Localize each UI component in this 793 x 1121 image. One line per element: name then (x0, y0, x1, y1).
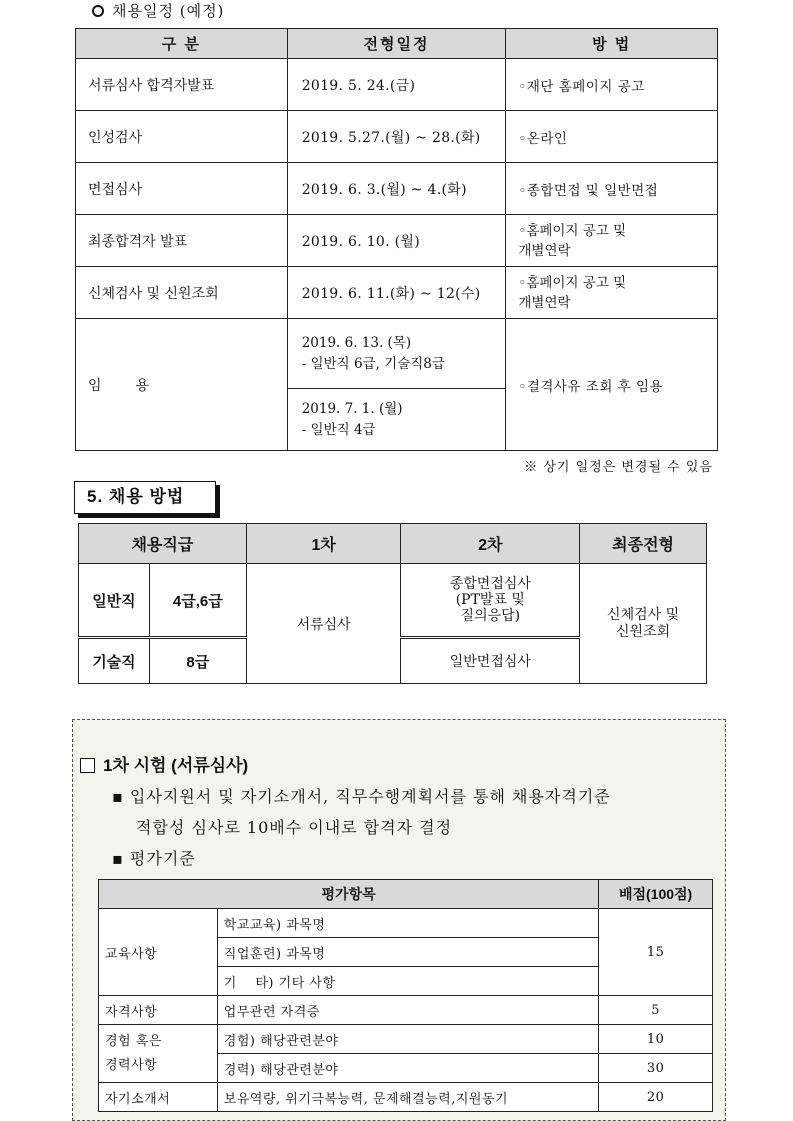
qualification-item: 업무관련 자격증 (217, 996, 598, 1025)
row-method: ◦종합면접 및 일반면접 (506, 163, 718, 215)
row-category: 최종합격자 발표 (76, 215, 288, 267)
final-stage: 신체검사 및 신원조회 (580, 564, 707, 684)
experience-score: 10 (599, 1025, 713, 1054)
career-item: 경력) 해당관련분야 (217, 1054, 598, 1083)
row-category: 신체검사 및 신원조회 (76, 267, 288, 319)
recruit-method-table (78, 523, 707, 684)
section5-title: 5. 채용 방법 (74, 481, 216, 514)
row-method: ◦홈페이지 공고 및 개별연락 (506, 267, 718, 319)
row-category: 서류심사 합격자발표 (76, 59, 288, 111)
appointment-sub-2: 2019. 7. 1. (월) - 일반직 4급 (287, 389, 506, 451)
experience-label: 경험 혹은 경력사항 (99, 1025, 218, 1083)
col-header-method: 방 법 (506, 29, 718, 59)
schedule-table (75, 28, 718, 451)
intro-item: 보유역량, 위기극복능력, 문제해결능력,지원동기 (217, 1083, 598, 1112)
method-header-row (79, 524, 707, 564)
row-method: ◦온라인 (506, 111, 718, 163)
table-row (99, 1083, 713, 1112)
table-row (99, 909, 713, 938)
grade-general: 4급,6급 (149, 564, 246, 638)
table-row (99, 1025, 713, 1054)
table-row (76, 111, 718, 163)
qualification-label: 자격사항 (99, 996, 218, 1025)
intro-score: 20 (599, 1083, 713, 1112)
grade-tech: 8급 (149, 638, 246, 684)
schedule-header-row (76, 29, 718, 59)
row-date: 2019. 5. 24.(금) (287, 59, 506, 111)
circle-bullet-icon (92, 5, 104, 17)
education-item: 기 타) 기타 사항 (217, 967, 598, 996)
row-method: ◦홈페이지 공고 및 개별연락 (506, 215, 718, 267)
row-date: 2019. 6. 11.(화) ~ 12(수) (287, 267, 506, 319)
col-header-date: 전형일정 (287, 29, 506, 59)
evaluation-header-row (99, 880, 713, 909)
table-row (76, 59, 718, 111)
col-header-final: 최종전형 (580, 524, 707, 564)
col-header-first: 1차 (246, 524, 401, 564)
appointment-method: ◦결격사유 조회 후 임용 (506, 319, 718, 451)
row-category: 면접심사 (76, 163, 288, 215)
table-row (79, 564, 707, 638)
row-method: ◦재단 홈페이지 공고 (506, 59, 718, 111)
row-date: 2019. 5.27.(월) ~ 28.(화) (287, 111, 506, 163)
experience-item: 경험) 해당관련분야 (217, 1025, 598, 1054)
checkbox-square-icon (80, 758, 95, 773)
education-score: 15 (599, 909, 713, 996)
exam1-title: 1차 시험 (서류심사) (80, 751, 248, 776)
exam1-bullet-1-cont: 적합성 심사로 10배수 이내로 합격자 결정 (136, 818, 453, 837)
second-stage-tech: 일반면접심사 (401, 638, 580, 684)
table-row (76, 267, 718, 319)
col-header-second: 2차 (401, 524, 580, 564)
qualification-score: 5 (599, 996, 713, 1025)
col-header-score: 배점(100점) (599, 880, 713, 909)
career-score: 30 (599, 1054, 713, 1083)
evaluation-table (98, 879, 713, 1112)
exam1-bullet-2: ▪ 평가기준 (112, 849, 196, 868)
col-header-category: 구 분 (76, 29, 288, 59)
row-date: 2019. 6. 10. (월) (287, 215, 506, 267)
education-label: 교육사항 (99, 909, 218, 996)
position-general: 일반직 (79, 564, 150, 638)
col-header-position: 채용직급 (79, 524, 247, 564)
table-row (76, 163, 718, 215)
schedule-heading: 채용일정 (예정) (92, 0, 224, 21)
schedule-note: ※ 상기 일정은 변경될 수 있음 (524, 460, 713, 475)
first-stage: 서류심사 (246, 564, 401, 684)
appointment-row (76, 319, 718, 389)
exam1-bullet-1: ▪ 입사지원서 및 자기소개서, 직무수행계획서를 통해 채용자격기준 (112, 787, 611, 806)
table-row (76, 215, 718, 267)
education-item: 학교교육) 과목명 (217, 909, 598, 938)
table-row (99, 996, 713, 1025)
education-item: 직업훈련) 과목명 (217, 938, 598, 967)
second-stage-general: 종합면접심사 (PT발표 및 질의응답) (401, 564, 580, 638)
col-header-item: 평가항목 (99, 880, 599, 909)
appointment-category: 임용 (76, 319, 288, 451)
row-date: 2019. 6. 3.(월) ~ 4.(화) (287, 163, 506, 215)
row-category: 인성검사 (76, 111, 288, 163)
intro-label: 자기소개서 (99, 1083, 218, 1112)
position-tech: 기술직 (79, 638, 150, 684)
appointment-sub-1: 2019. 6. 13. (목) - 일반직 6급, 기술직8급 (287, 319, 506, 389)
